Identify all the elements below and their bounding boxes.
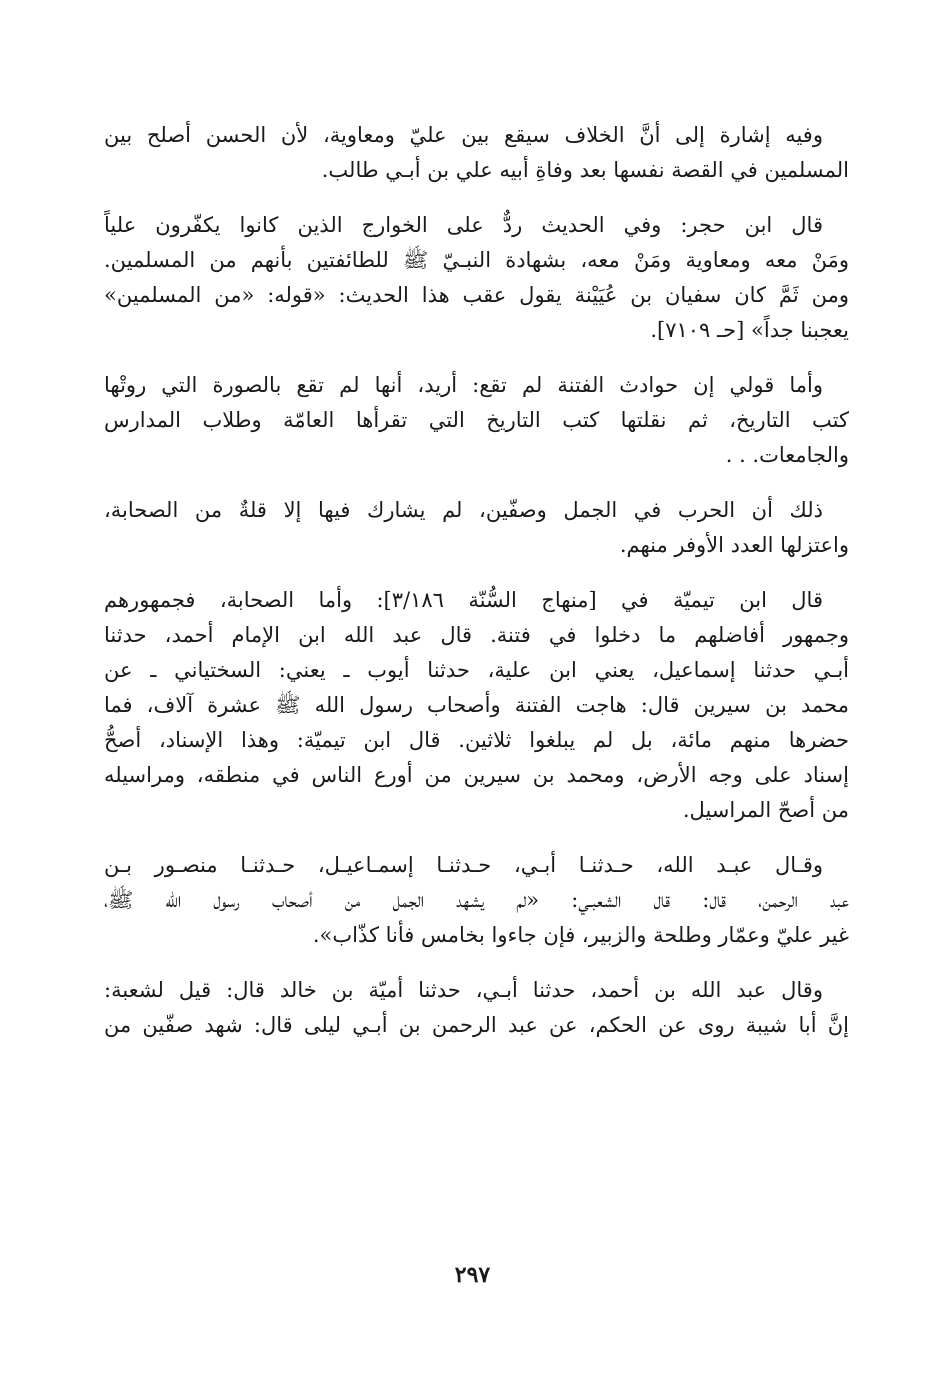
text-line: محمد بن سيرين قال: هاجت الفتنة وأصحاب رسول الله ﷺ عشرة آلاف، فما	[104, 693, 849, 717]
text-line: والجامعات. . .	[725, 443, 849, 467]
text-line: قال ابن حجر: وفي الحديث ردٌّ على الخوارج الذين كانوا يكفّرون علياً	[104, 213, 823, 237]
text-line: غير عليّ وعمّار وطلحة والزبير، فإن جاءوا بخامس فأنا كذّاب».	[312, 923, 849, 947]
text-line: وقال عبد الله بن أحمد، حدثنا أبـي، حدثنا أميّة بن خالد قال: قيل لشعبة:	[104, 978, 823, 1002]
paragraph-7	[104, 973, 849, 1043]
text-line: حضرها منهم مائة، بل لم يبلغوا ثلاثين. قال ابن تيميّة: وهذا الإسناد، أصحُّ	[104, 728, 849, 752]
text-line: وفيه إشارة إلى أنَّ الخلاف سيقع بين عليّ ومعاوية، لأن الحسن أصلح بين	[104, 123, 823, 147]
paragraph-6	[104, 848, 849, 953]
text-line: يعجبنا جداً» [حـ ٧١٠٩].	[650, 318, 849, 342]
text-line: قال ابن تيميّة في [منهاج السُّنّة ٣/١٨٦]: وأما الصحابة، فجمهورهم	[104, 588, 823, 612]
text-line: عبد الرحمن، قال: قال الشعبـي: «لم يشهد الجمل من أصحاب رسول الله ﷺ،	[104, 888, 849, 912]
text-line: من أصحّ المراسيل.	[682, 798, 849, 822]
paragraph-4	[104, 493, 849, 563]
paragraph-5	[104, 583, 849, 828]
text-line: ذلك أن الحرب في الجمل وصفّين، لم يشارك فيها إلا قلةٌ من الصحابة،	[104, 498, 823, 522]
page-body-text	[104, 118, 849, 1063]
text-line: وقـال عبـد الله، حـدثنـا أبـي، حـدثنـا إسمـاعيـل، حـدثنـا منصـور بـن	[104, 853, 823, 877]
text-line: وأما قولي إن حوادث الفتنة لم تقع: أريد، أنها لم تقع بالصورة التي روتْها	[104, 373, 823, 397]
text-line: وجمهور أفاضلهم ما دخلوا في فتنة. قال عبد الله ابن الإمام أحمد، حدثنا	[104, 623, 849, 647]
page-number: ٢٩٧	[454, 1262, 491, 1288]
paragraph-2	[104, 208, 849, 348]
paragraph-1	[104, 118, 849, 188]
text-line: كتب التاريخ، ثم نقلتها كتب التاريخ التي تقرأها العامّة وطلاب المدارس	[104, 408, 849, 432]
text-line: إنَّ أبا شيبة روى عن الحكم، عن عبد الرحمن بن أبـي ليلى قال: شهد صفّين من	[104, 1013, 849, 1037]
text-line: المسلمين في القصة نفسها بعد وفاةِ أبيه علي بن أبـي طالب.	[321, 158, 849, 182]
text-line: أبـي حدثنا إسماعيل، يعني ابن علية، حدثنا أيوب ـ يعني: السختياني ـ عن	[104, 658, 849, 682]
text-line: ومن ثَمَّ كان سفيان بن عُيَيْنة يقول عقب هذا الحديث: «قوله: «من المسلمين»	[104, 283, 849, 307]
text-line: ومَنْ معه ومعاوية ومَنْ معه، بشهادة النبـيّ ﷺ للطائفتين بأنهم من المسلمين.	[104, 248, 849, 272]
paragraph-3	[104, 368, 849, 473]
text-line: واعتزلها العدد الأوفر منهم.	[619, 533, 849, 557]
text-line: إسناد على وجه الأرض، ومحمد بن سيرين من أورع الناس في منطقه، ومراسيله	[104, 763, 849, 787]
